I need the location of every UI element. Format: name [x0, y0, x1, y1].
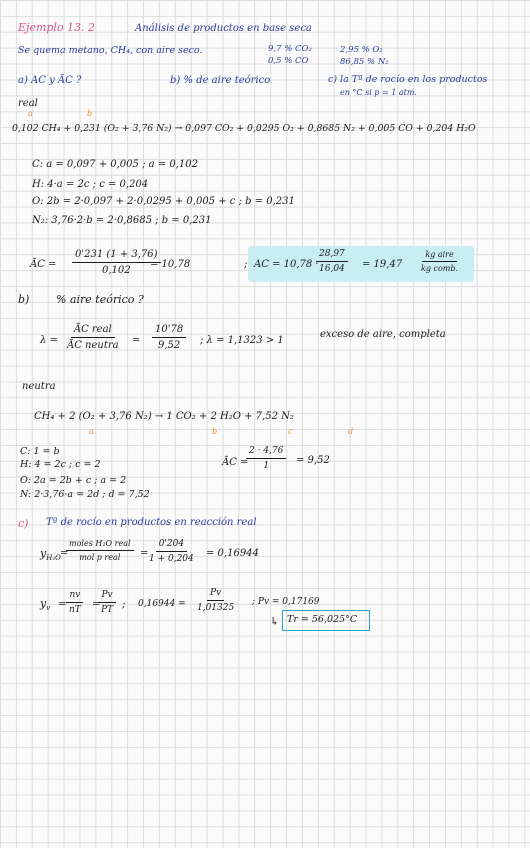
neutral-coef-a: a: [89, 427, 94, 436]
y-h2o-value-denominator: 1 + 0,204: [149, 554, 194, 564]
ac-mass-result: = 19,47: [362, 259, 403, 270]
example-title: Ejemplo 13. 2: [18, 21, 96, 34]
ac-molar-fraction: [72, 249, 161, 276]
pv-denominator: 1,01325: [197, 603, 235, 613]
pv-numerator: Pv: [207, 588, 224, 601]
y-v-separator: ;: [122, 599, 126, 610]
y-v-symbol: y: [40, 597, 47, 610]
y-h2o-equals: =: [60, 548, 69, 559]
example-subtitle: Análisis de productos en base seca: [135, 23, 312, 34]
y-v-equals-2: =: [92, 599, 101, 610]
y-v-pressure-numerator: Pv: [98, 590, 115, 603]
ac-mass-denominator: 16,04: [319, 264, 345, 274]
y-v-value: 0,16944 =: [138, 599, 186, 609]
y-v-mole-fraction: [66, 590, 84, 615]
dew-point-result: Tr = 56,025°C: [287, 614, 358, 625]
y-h2o-result: = 0,16944: [206, 548, 259, 559]
y-h2o-equals-2: =: [140, 548, 149, 559]
pv-result: ; Pv = 0,17169: [252, 597, 320, 607]
neutral-ac-lhs: ĀC =: [222, 457, 249, 468]
neutral-balance-c: C: 1 = b: [20, 446, 60, 457]
y-h2o-symbol: y: [40, 547, 47, 560]
ac-molar-numerator: 0'231 (1 + 3,76): [72, 249, 161, 263]
balance-c: C: a = 0,097 + 0,005 ; a = 0,102: [32, 159, 198, 170]
neutral-balance-o: O: 2a = 2b + c ; a = 2: [20, 475, 127, 486]
ac-mass-lhs: AC = 10,78 ·: [254, 259, 319, 270]
coef-b-label: b: [87, 109, 93, 118]
neutral-coef-c: c: [288, 427, 293, 436]
coef-a-label: a: [28, 109, 33, 118]
question-a: a) AC y ĀC ?: [18, 75, 82, 86]
ac-ratio-denominator: ĀC neutra: [67, 340, 119, 351]
ac-unit-denominator: kg comb.: [421, 264, 459, 273]
excess-air-comment: exceso de aire, completa: [320, 329, 446, 340]
ac-molar-lhs: ĀC =: [30, 259, 57, 270]
neutral-balance-h: H: 4 = 2c ; c = 2: [20, 459, 101, 470]
ac-values-denominator: 9,52: [157, 340, 181, 351]
question-c-line1: c) la Tª de rocío en los productos: [328, 74, 488, 85]
composition-n2: 86,85 % N₂: [340, 57, 389, 67]
lambda-equals: =: [132, 335, 141, 346]
part-c-title: Tª de rocío en productos en reacción real: [46, 517, 257, 528]
y-h2o-fraction: [66, 539, 134, 562]
y-h2o-value-numerator: 0'204: [156, 539, 187, 552]
ac-unit-numerator: kg aire: [422, 250, 456, 262]
y-h2o-numerator: moles H₂O real: [66, 539, 134, 551]
question-b: b) % de aire teórico: [170, 75, 271, 86]
neutral-balance-n: N: 2·3,76·a = 2d ; d = 7,52: [20, 489, 150, 500]
ac-molar-denominator: 0,102: [101, 265, 131, 276]
neutral-ac-denominator: 1: [263, 461, 270, 471]
y-v-lhs: [40, 598, 50, 612]
y-v-mole-denominator: nT: [69, 605, 81, 615]
composition-co2: 9,7 % CO₂: [268, 44, 312, 54]
balance-o: O: 2b = 2·0,097 + 2·0,0295 + 0,005 + c ; b = 0,231: [32, 196, 295, 207]
result-arrow-icon: ↳: [270, 615, 280, 628]
y-v-equals: =: [58, 599, 67, 610]
lambda-result: ; λ = 1,1323 > 1: [200, 335, 284, 346]
part-b-title: % aire teórico ?: [56, 293, 144, 306]
ac-ratio-numerator: ĀC real: [71, 324, 115, 338]
balance-n: N₂: 3,76·2·b = 2·0,8685 ; b = 0,231: [32, 215, 212, 226]
neutral-reaction-equation: CH₄ + 2 (O₂ + 3,76 N₂) → 1 CO₂ + 2 H₂O + 7,52 N₂: [34, 411, 294, 422]
y-h2o-value-fraction: [146, 539, 197, 564]
y-v-mole-numerator: nv: [66, 590, 83, 603]
neutral-ac-numerator: 2 · 4,76: [246, 446, 286, 459]
neutral-coef-b: b: [212, 427, 218, 436]
y-h2o-lhs: [40, 548, 61, 562]
pv-fraction: [194, 588, 237, 613]
question-c-line2: en °C si p = 1 atm.: [340, 88, 417, 97]
ac-ratio-fraction: [64, 324, 122, 351]
ac-mass-unit: [418, 250, 461, 273]
y-v-subscript: v: [46, 604, 51, 613]
ac-values-numerator: 10'78: [152, 324, 186, 338]
neutral-ac-result: = 9,52: [296, 455, 330, 466]
ac-values-fraction: [152, 324, 186, 351]
composition-co: 0,5 % CO: [268, 56, 309, 66]
ac-mass-ratio: [316, 249, 348, 274]
ac-separator: ;: [244, 259, 248, 270]
lambda-lhs: λ =: [40, 335, 58, 346]
real-reaction-equation: 0,102 CH₄ + 0,231 (O₂ + 3,76 N₂) → 0,097 CO₂ + 0,0295 O₂ + 0,8685 N₂ + 0,005 CO + 0,204 H₂O: [12, 123, 476, 134]
neutral-coef-d: d: [348, 427, 354, 436]
part-c-label: c): [18, 517, 29, 530]
ac-mass-numerator: 28,97: [316, 249, 348, 262]
neutral-ac-fraction: [246, 446, 286, 471]
y-v-pressure-denominator: PT: [101, 605, 114, 615]
y-v-pressure-fraction: [98, 590, 116, 615]
balance-h: H: 4·a = 2c ; c = 0,204: [32, 179, 149, 190]
composition-o2: 2,95 % O₂: [340, 45, 383, 55]
problem-statement: Se quema metano, CH₄, con aire seco.: [18, 45, 203, 56]
neutra-label: neutra: [22, 381, 56, 392]
y-h2o-subscript: H₂O: [46, 554, 61, 563]
ac-molar-result: = 10,78: [150, 259, 191, 270]
part-b-label: b): [18, 293, 30, 306]
y-h2o-denominator: mol p real: [79, 553, 121, 562]
real-label: real: [18, 98, 38, 109]
